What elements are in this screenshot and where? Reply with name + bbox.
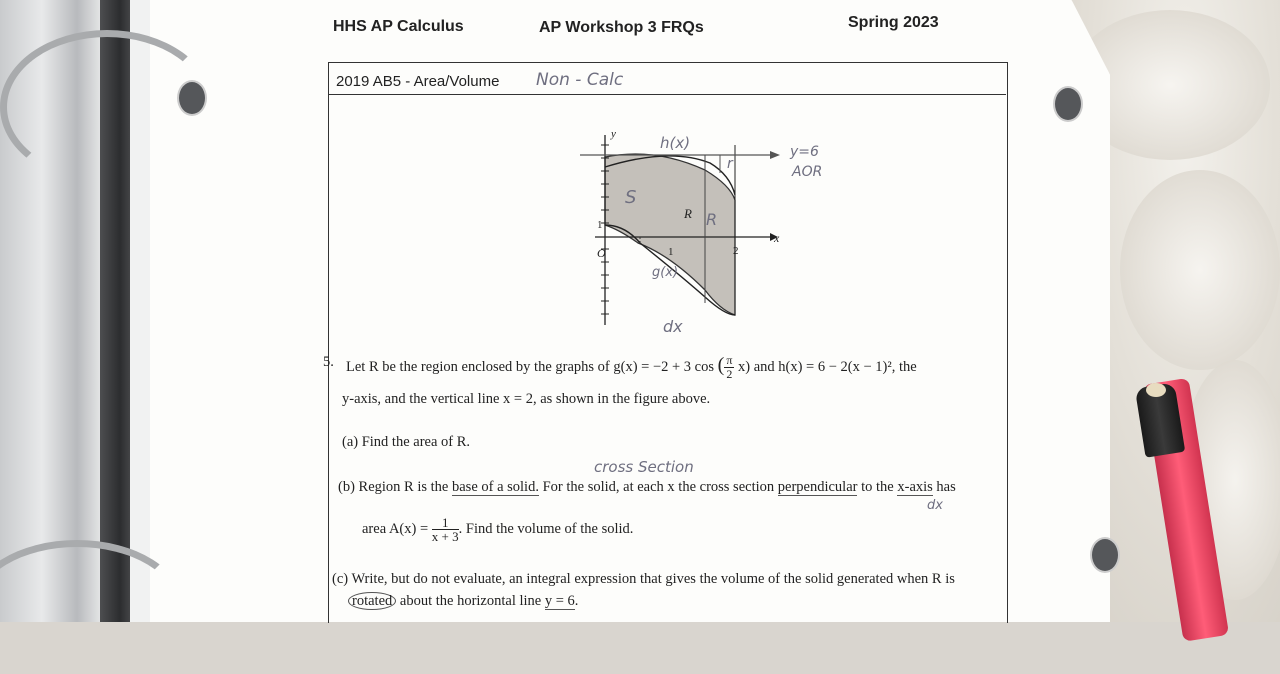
binder-ring xyxy=(0,30,214,184)
part-c-rotated-circled: rotated xyxy=(348,592,396,610)
part-b-text-d: has xyxy=(932,479,956,495)
blanket-fold xyxy=(1120,170,1280,370)
part-b-line1 xyxy=(338,479,956,496)
handnote-y6: y=6 xyxy=(790,144,819,160)
area-label: area A(x) = xyxy=(362,520,429,537)
handnote-cross-section: cross Section xyxy=(594,458,694,476)
punch-hole xyxy=(1090,537,1120,573)
area-frac-num: 1 xyxy=(432,516,459,530)
handnote-r: r xyxy=(727,156,733,172)
part-a-text: (a) Find the area of R. xyxy=(342,434,471,450)
open-paren: ( xyxy=(717,354,725,376)
pi-over-2-fraction xyxy=(724,354,734,381)
question-intro-line2: y-axis, and the vertical line x = 2, as shown in the figure above. xyxy=(342,391,711,407)
part-c-y6-underline: y = 6 xyxy=(544,593,575,609)
x-tick-one: 1 xyxy=(668,246,674,258)
problem-title: 2019 AB5 - Area/Volume xyxy=(336,73,500,90)
header-term: Spring 2023 xyxy=(848,14,939,31)
handnote-R: R xyxy=(706,210,718,229)
area-fraction xyxy=(432,516,459,543)
part-c-line1: (c) Write, but do not evaluate, an integral expression that gives the volume of the solid generated when R is xyxy=(332,571,955,587)
y-tick-one: 1 xyxy=(597,219,603,231)
part-b-text-c: to the xyxy=(857,479,898,495)
question-intro-a: Let R be the region enclosed by the graphs of g(x) = −2 + 3 cos xyxy=(346,359,715,375)
part-c-line2 xyxy=(348,593,578,610)
part-c-text-a: about the horizontal line xyxy=(396,593,545,609)
question-intro-b: x) and h(x) = 6 − 2(x − 1)², the xyxy=(738,359,917,375)
part-b-base-underline: base of a solid. xyxy=(451,479,539,495)
handnote-S: S xyxy=(625,187,637,208)
y-axis-label: y xyxy=(611,128,616,140)
problem-title-divider xyxy=(328,94,1006,95)
frac-num: π xyxy=(726,353,733,368)
area-frac-den: x + 3 xyxy=(431,529,459,544)
origin-label: O xyxy=(597,246,606,260)
header-course: HHS AP Calculus xyxy=(333,18,464,35)
part-b-area-line xyxy=(362,516,633,543)
part-b-text-a: (b) Region R is the xyxy=(338,479,452,495)
header-title: AP Workshop 3 FRQs xyxy=(539,19,704,36)
frac-den: 2 xyxy=(726,367,733,382)
area-text-b: . Find the volume of the solid. xyxy=(458,520,634,537)
part-b-xaxis-underline: x-axis xyxy=(897,479,933,495)
x-axis-label: x xyxy=(774,231,780,245)
handnote-hx: h(x) xyxy=(660,134,691,152)
part-c-text-b: . xyxy=(574,593,579,609)
handnote-gx: g(x) xyxy=(652,265,679,280)
region-R-label: R xyxy=(684,206,692,221)
region-R-shading xyxy=(605,154,735,315)
handnote-dx-b: dx xyxy=(927,498,943,513)
handnote-non-calc: Non - Calc xyxy=(536,70,624,90)
part-b-perpendicular-underline: perpendicular xyxy=(777,479,858,495)
question-number: 5. xyxy=(323,354,334,370)
part-b-text-b: For the solid, at each x the cross section xyxy=(538,479,778,495)
x-tick-two: 2 xyxy=(733,245,739,257)
aor-arrow xyxy=(770,151,780,159)
pen-tip xyxy=(1146,383,1166,397)
handnote-dx: dx xyxy=(663,317,683,336)
punch-hole xyxy=(1053,86,1083,122)
handnote-aor: AOR xyxy=(792,164,823,180)
question-intro xyxy=(346,354,917,381)
